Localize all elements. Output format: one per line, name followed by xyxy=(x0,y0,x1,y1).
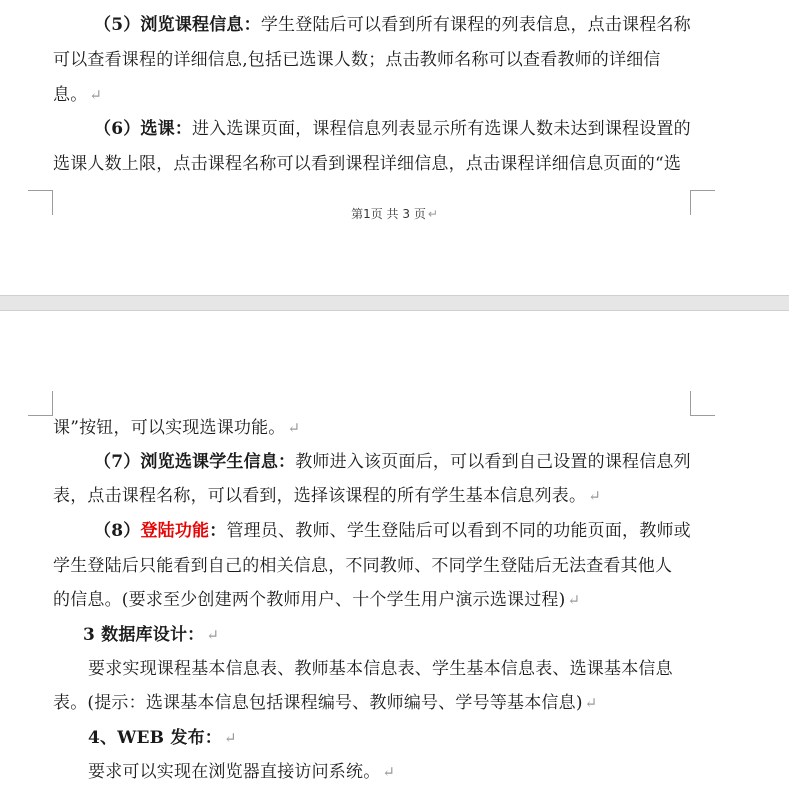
page-separator xyxy=(0,295,789,311)
paragraph-text: 的信息。(要求至少创建两个教师用户、十个学生用户演示选课过程) xyxy=(53,590,566,610)
paragraph-text: 选课人数上限，点击课程名称可以看到课程详细信息，点击课程详细信息页面的“选 xyxy=(53,154,682,174)
paragraph-text: 息。 xyxy=(53,85,88,105)
paragraph-line xyxy=(53,692,597,714)
paragraph-mark-icon: ↵ xyxy=(223,729,237,747)
paragraph-text: 教师进入该页面后，可以看到自己设置的课程信息列 xyxy=(295,452,691,472)
document-page-2 xyxy=(0,311,789,803)
paragraph-text: 要求实现课程基本信息表、教师基本信息表、学生基本信息表、选课基本信息 xyxy=(88,659,673,679)
paragraph-line xyxy=(88,658,673,680)
paragraph-text: 学生登陆后可以看到所有课程的列表信息，点击课程名称 xyxy=(260,15,691,35)
paragraph-text: 课”按钮，可以实现选课功能。 xyxy=(53,418,286,438)
paragraph-text: 表，点击课程名称，可以看到，选择该课程的所有学生基本信息列表。 xyxy=(53,486,587,506)
paragraph-line xyxy=(53,555,672,577)
section-number: （8） xyxy=(94,521,141,541)
section-label: （5）浏览课程信息： xyxy=(94,15,261,35)
paragraph-line xyxy=(53,49,661,71)
paragraph-text: 进入选课页面，课程信息列表显示所有选课人数未达到课程设置的 xyxy=(192,119,691,139)
paragraph-line xyxy=(94,14,691,36)
paragraph-line xyxy=(94,118,691,140)
paragraph-line xyxy=(53,417,300,439)
paragraph-mark-icon: ↵ xyxy=(588,487,601,505)
paragraph-line xyxy=(94,520,691,542)
paragraph-line xyxy=(53,589,580,611)
paragraph-text: 表。(提示：选课基本信息包括课程编号、教师编号、学号等基本信息) xyxy=(53,693,583,713)
margin-corner-mark xyxy=(690,391,715,416)
paragraph-text: 学生登陆后只能看到自己的相关信息，不同教师、不同学生登陆后无法查看其他人 xyxy=(53,556,673,576)
paragraph-mark-icon: ↵ xyxy=(89,86,103,104)
paragraph-line xyxy=(88,761,395,783)
section-label: （7）浏览选课学生信息： xyxy=(94,452,296,472)
heading-line xyxy=(83,624,219,646)
paragraph-mark-icon: ↵ xyxy=(567,591,581,609)
paragraph-text: 要求可以实现在浏览器直接访问系统。 xyxy=(88,762,381,782)
paragraph-text: 可以查看课程的详细信息,包括已选课人数；点击教师名称可以查看教师的详细信 xyxy=(53,50,661,70)
section-heading: 3 数据库设计： xyxy=(83,625,205,645)
paragraph-mark-icon: ↵ xyxy=(382,763,396,781)
paragraph-text: 管理员、教师、学生登陆后可以看到不同的功能页面，教师或 xyxy=(226,521,691,541)
section-label: （6）选课： xyxy=(94,119,193,139)
paragraph-mark-icon: ↵ xyxy=(427,207,438,221)
document-page-1 xyxy=(0,0,789,295)
paragraph-mark-icon: ↵ xyxy=(287,419,301,437)
paragraph-line xyxy=(94,451,691,473)
page-footer xyxy=(0,205,789,222)
paragraph-line xyxy=(53,84,102,106)
heading-line xyxy=(88,727,237,749)
paragraph-line xyxy=(53,153,681,175)
paragraph-line xyxy=(53,485,601,507)
page-number-text: 第1页 共 3 页 xyxy=(351,207,426,221)
margin-corner-mark xyxy=(28,391,53,416)
section-colon: ： xyxy=(209,521,227,541)
highlighted-heading: 登陆功能 xyxy=(140,521,210,541)
paragraph-mark-icon: ↵ xyxy=(206,626,220,644)
section-heading: 4、WEB 发布： xyxy=(88,728,222,748)
paragraph-mark-icon: ↵ xyxy=(584,694,598,712)
